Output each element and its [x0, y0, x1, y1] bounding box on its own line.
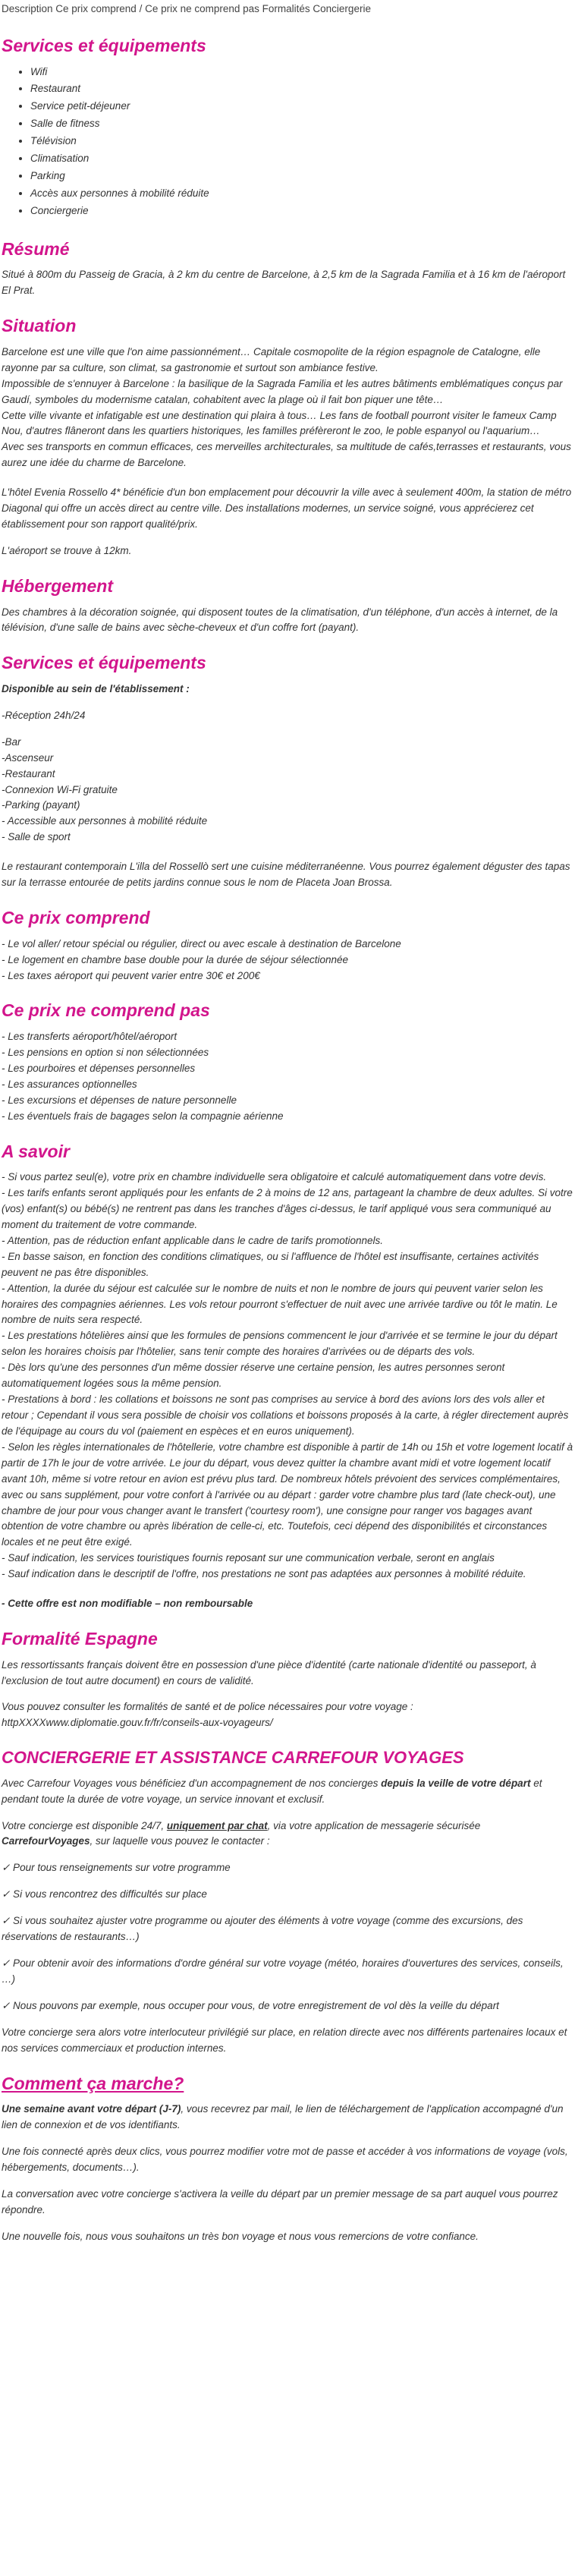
list-item: - Prestations à bord : les collations et boissons ne sont pas comprises au service à bord des avions lors des vols aller et retour ; Cependant il vous sera possible de choisir vos collations et boissons proposés à la carte, à régler directement auprès de l'équipage au cours du vol (paiement en espèces et en euros uniquement).: [2, 1393, 569, 1437]
avail-text: Votre concierge est disponible 24/7,: [2, 1819, 167, 1831]
formalite-section: [2, 1629, 573, 1731]
list-item: - Attention, pas de réduction enfant applicable dans le cadre de tarifs promotionnels.: [2, 1234, 384, 1246]
list-item: • Wifi: [30, 65, 573, 80]
comprend-title: Ce prix comprend: [2, 908, 150, 928]
savoir-list: [2, 1170, 573, 1582]
list-item: - Sauf indication, les services touristiques fournis reposant sur une communication verbale, seront en anglais: [2, 1552, 495, 1564]
list-item: - Dès lors qu'une des personnes d'un même dossier réserve une certaine pension, les autres personnes seront automatiquement logées sous la même pension.: [2, 1362, 505, 1390]
restaurant-text: Le restaurant contemporain L'illa del Rossellò sert une cuisine méditerranéenne. Vous pourrez également déguster des tapas sur la terrasse entourée de petits jardins connue sous le nom de Placeta Joan Brossa.: [2, 861, 570, 889]
list-item: - Le vol aller/ retour spécial ou régulier, direct ou avec escale à destination de Barcelone: [2, 937, 401, 949]
formalite-text: Les ressortissants français doivent être en possession d'une pièce d'identité (carte nationale d'identité ou passeport, à l'exclusion de tout autre document) en cours de validité.: [2, 1658, 536, 1686]
list-item: - Les prestations hôtelières ainsi que les formules de pensions commencent le jour d'arrivée et se termine le jour du départ selon les horaires choisis par l'hôtelier, sans tenir compte des horaires d'arrivées ou de départs des vols.: [2, 1330, 558, 1358]
breadcrumb: Description Ce prix comprend / Ce prix ne comprend pas Formalités Conciergerie: [2, 3, 371, 14]
comment-section: [2, 2074, 573, 2245]
list-item: - Les pourboires et dépenses personnelles: [2, 1062, 196, 1074]
intro-text: Avec Carrefour Voyages vous bénéficiez d'un accompagnement de nos concierges: [2, 1777, 382, 1789]
list-item: -Restaurant: [2, 767, 55, 779]
avail-underline: uniquement par chat: [166, 1819, 268, 1831]
comment-p1-text: , vous recevrez par mail, le lien de téléchargement de l'application accompagné d'un lien de connexion et de vos identifiants.: [2, 2103, 564, 2131]
comprend-list: [2, 937, 573, 984]
services2-list: [2, 735, 573, 846]
list-item: -Parking (payant): [2, 799, 80, 811]
page: [0, 2, 575, 2245]
ne-comprend-section: [2, 1000, 573, 1124]
hebergement-section: [2, 576, 573, 636]
list-item: • Climatisation: [30, 151, 573, 167]
formalite-title: Formalité Espagne: [2, 1629, 158, 1649]
ne-comprend-list: [2, 1029, 573, 1125]
resume-title: Résumé: [2, 238, 70, 259]
situation-section: [2, 316, 573, 559]
situation-title: Situation: [2, 316, 77, 336]
resume-text: Situé à 800m du Passeig de Gracia, à 2 km du centre de Barcelone, à 2,5 km de la Sagrada Familia et à 16 km de l'aéroport El Prat.: [2, 269, 566, 297]
services2-section: [2, 653, 573, 891]
check-item: ✓ Pour obtenir avoir des informations d'ordre général sur votre voyage (météo, horaires d'ouvertures des services, conseils, …): [2, 1957, 564, 1986]
hebergement-text: Des chambres à la décoration soignée, qui disposent toutes de la climatisation, d'un téléphone, d'un accès à internet, de la télévision, d'une salle de bains avec sèche-cheveux et d'un coffre fort (payant).: [2, 606, 558, 634]
list-item: - Si vous partez seul(e), votre prix en chambre individuelle sera obligatoire et calculé automatiquement dans votre devis.: [2, 1171, 547, 1183]
avail-brand: CarrefourVoyages: [2, 1835, 90, 1847]
comment-p1-bold: Une semaine avant votre départ (J-7): [2, 2103, 181, 2115]
reception-text: -Réception 24h/24: [2, 709, 86, 721]
list-item: - Selon les règles internationales de l'hôtellerie, votre chambre est disponible à partir de 14h ou 15h et votre logement locatif à partir de 17h le jour de votre arrivée. Le jour du départ, vous devez quitter la chambre avant midi et votre logement locatif avant 10h, même si votre retour en avion est prévu plus tard. De nombreux hôtels prévoient des services complémentaires, avec ou sans supplément, pour votre confort à l'arrivée ou au départ : garder votre chambre plus tard (late check-out), une chambre de jour pour vous changer avant le transfert ('courtesy room'), une consigne pour ranger vos bagages avant obtention de votre chambre ou après libération de celle-ci, etc. Toutefois, ceci dépend des disponibilités et circonstances locales et ne peut être exigé.: [2, 1441, 573, 1548]
conciergerie-intro: [2, 1776, 573, 1808]
formalite-link-paragraph: [2, 1699, 573, 1731]
comment-p2: Une fois connecté après deux clics, vous pourrez modifier votre mot de passe et accéder à vos informations de voyage (vols, hébergements, documents…).: [2, 2146, 568, 2174]
list-item: • Télévision: [30, 134, 573, 150]
situation-line: Barcelone est une ville que l'on aime passionnément… Capitale cosmopolite de la région espagnole de Catalogne, elle rayonne par sa culture, son climat, sa gastronomie et surtout son ambiance festive.: [2, 345, 541, 373]
services2-title: Services et équipements: [2, 653, 206, 673]
check-item: ✓ Nous pouvons par exemple, nous occuper pour vous, de votre enregistrement de vol dès la veille du départ: [2, 1999, 499, 2011]
intro-bold: depuis la veille de votre départ: [381, 1777, 531, 1789]
check-item: ✓ Si vous rencontrez des difficultés sur place: [2, 1888, 207, 1901]
intro-text-end: et pendant toute la durée de votre voyage, un service innovant et exclusif.: [2, 1777, 542, 1805]
list-item: • Accès aux personnes à mobilité réduite: [30, 186, 573, 202]
comment-p3: La conversation avec votre concierge s'activera la veille du départ par un premier message de sa part auquel vous pourrez répondre.: [2, 2187, 558, 2215]
services-section: [2, 36, 573, 219]
list-item: - Attention, la durée du séjour est calculée sur le nombre de nuits et non le nombre de jours qui peuvent varier selon les horaires des compagnies aériennes. Les vols retour pourront s'effectuer de nuit avec une arrivée tardive ou tôt le matin. Le nombre de nuits sera respecté.: [2, 1282, 558, 1326]
check-item: ✓ Pour tous renseignements sur votre programme: [2, 1862, 231, 1874]
list-item: • Parking: [30, 168, 573, 184]
comprend-section: [2, 908, 573, 984]
list-item: • Conciergerie: [30, 203, 573, 219]
list-item: - Les taxes aéroport qui peuvent varier entre 30€ et 200€: [2, 969, 260, 981]
conciergerie-section: [2, 1748, 573, 2056]
list-item: - En basse saison, en fonction des conditions climatiques, ou si l'affluence de l'hôtel est insuffisante, certaines activités peuvent ne pas être disponibles.: [2, 1250, 539, 1278]
list-item: -Bar: [2, 735, 21, 748]
list-item: • Restaurant: [30, 81, 573, 97]
list-item: - Les excursions et dépenses de nature personnelle: [2, 1094, 237, 1106]
list-item: • Salle de fitness: [30, 116, 573, 132]
list-item: - Salle de sport: [2, 831, 71, 843]
resume-section: [2, 239, 573, 299]
services-list: [2, 65, 573, 219]
list-item: -Ascenseur: [2, 751, 54, 764]
list-item: - Les assurances optionnelles: [2, 1078, 137, 1090]
list-item: - Sauf indication dans le descriptif de l'offre, nos prestations ne sont pas adaptées aux personnes à mobilité réduite.: [2, 1568, 526, 1580]
savoir-section: [2, 1142, 573, 1612]
list-item: - Les éventuels frais de bagages selon la compagnie aérienne: [2, 1110, 284, 1122]
avail-text-mid: , via votre application de messagerie sécurisée: [267, 1819, 481, 1831]
list-item: - Accessible aux personnes à mobilité réduite: [2, 815, 208, 827]
list-item: - Les transferts aéroport/hôtel/aéroport: [2, 1031, 178, 1043]
avail-text-end: , sur laquelle vous pouvez le contacter :: [90, 1835, 270, 1847]
list-item: - Le logement en chambre base double pour la durée de séjour sélectionnée: [2, 953, 349, 965]
hotel-text: L'hôtel Evenia Rossello 4* bénéficie d'un bon emplacement pour découvrir la ville avec à seulement 400m, la station de métro Diagonal qui offre un accès direct au centre ville. Des installations modernes, un service soigné, vous apprécierez cet établissement pour son rapport qualité/prix.: [2, 487, 572, 531]
comment-p1: [2, 2102, 573, 2134]
savoir-title: A savoir: [2, 1141, 70, 1161]
ne-comprend-title: Ce prix ne comprend pas: [2, 1000, 210, 1021]
airport-text: L'aéroport se trouve à 12km.: [2, 544, 132, 556]
conciergerie-title: CONCIERGERIE ET ASSISTANCE CARREFOUR VOYAGES: [2, 1748, 464, 1768]
comment-p4: Une nouvelle fois, nous vous souhaitons un très bon voyage et nous vous remercions de votre confiance.: [2, 2230, 479, 2242]
services2-subtitle: Disponible au sein de l'établissement :: [2, 682, 190, 694]
formalite-link: httpXXXXwww.diplomatie.gouv.fr/fr/conseils-aux-voyageurs/: [2, 1717, 273, 1729]
situation-line: Cette ville vivante et infatigable est une destination qui plaira à tous… Les fans de football pourront visiter le fameux Camp Nou, d'autres flâneront dans les quartiers historiques, les familles préfèreront le zoo, le poble espanyol ou l'aquarium…: [2, 409, 557, 437]
comment-title: Comment ça marche?: [2, 2073, 184, 2093]
list-item: - Les pensions en option si non sélectionnées: [2, 1046, 209, 1058]
situation-line: Impossible de s'ennuyer à Barcelone : la basilique de la Sagrada Familia et les autres bâtiments emblématiques conçus par Gaudí, symboles du modernisme catalan, cohabitent avec la plage où il fait bon piquer une tête…: [2, 377, 563, 405]
conciergerie-outro: Votre concierge sera alors votre interlocuteur privilégié sur place, en relation directe avec nos différents partenaires locaux et nos services commerciaux et production internes.: [2, 2026, 567, 2054]
non-modifiable-text: - Cette offre est non modifiable – non remboursable: [2, 1598, 253, 1610]
situation-text: [2, 345, 573, 471]
conciergerie-availability: [2, 1819, 573, 1850]
list-item: -Connexion Wi-Fi gratuite: [2, 783, 118, 795]
list-item: • Service petit-déjeuner: [30, 99, 573, 115]
services-title: Services et équipements: [2, 35, 206, 55]
situation-line: Avec ses transports en commun efficaces, ces merveilles architecturales, sa multitude de cafés,terrasses et restaurants, vous aurez une idée du charme de Barcelone.: [2, 441, 571, 469]
list-item: - Les tarifs enfants seront appliqués pour les enfants de 2 à moins de 12 ans, partageant la chambre de deux adultes. Si votre (vos) enfant(s) ou bébé(s) ne rentrent pas dans les tranches d'âges ci-dessus, le tarif appliqué vous sera communiqué au moment du traitement de votre commande.: [2, 1187, 573, 1230]
formalite-link-intro: Vous pouvez consulter les formalités de santé et de police nécessaires pour votre voyage :: [2, 1701, 413, 1713]
hebergement-title: Hébergement: [2, 575, 113, 596]
check-item: ✓ Si vous souhaitez ajuster votre programme ou ajouter des éléments à votre voyage (comme des excursions, des réservations de restaurants…): [2, 1915, 523, 1943]
